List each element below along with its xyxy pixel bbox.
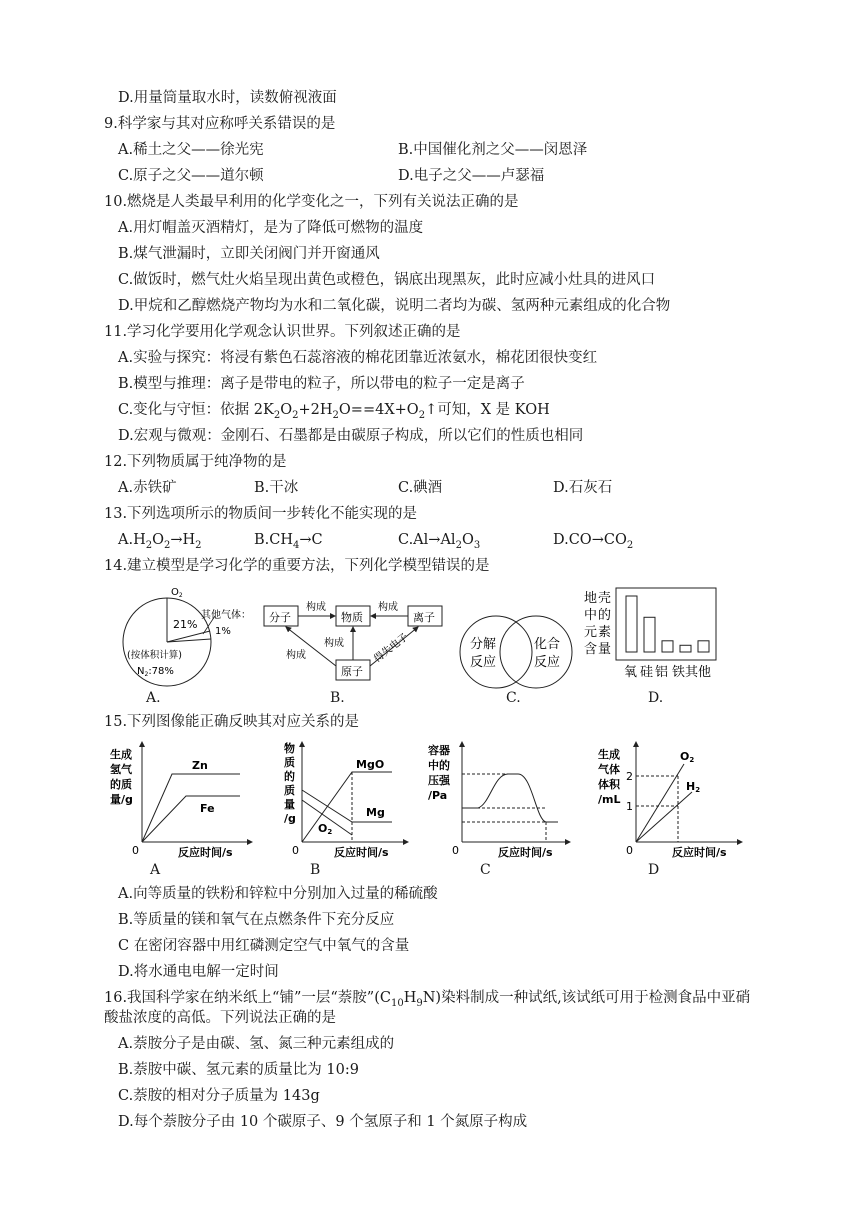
h2-label: H2 — [686, 780, 701, 794]
q14-stem: 14.建立模型是学习化学的重要方法，下列化学模型错误的是 — [104, 558, 490, 574]
q10-option-b: B.煤气泄漏时，立即关闭阀门并开窗通风 — [118, 246, 380, 262]
q9-option-d: D.电子之父——卢瑟福 — [398, 168, 545, 184]
y-label-char: 中 — [584, 608, 598, 623]
y-label-char: 元 — [584, 625, 598, 640]
origin-label: 0 — [452, 844, 459, 857]
pressure-curve — [462, 774, 558, 822]
x-axis-label: 反应时间/s — [498, 846, 553, 859]
o2-label: O2 — [318, 822, 333, 836]
q11-option-d: D.宏观与微观：金刚石、石墨都是由碳原子构成，所以它们的性质也相同 — [118, 428, 584, 444]
q16-stem-line1: 16.我国科学家在纳米纸上“铺”一层“萘胺$”(C_{10}H_9N)$染料制成一种试纸,该试纸可用于检测食品中亚硝 — [104, 990, 751, 1009]
tick-1: 1 — [626, 800, 633, 813]
svg-text:体积: 体积 — [598, 778, 620, 791]
q9-option-b: B.中国催化剂之父——闵恩泽 — [398, 142, 588, 158]
svg-text:的质: 的质 — [110, 778, 132, 791]
bar-硅 — [644, 617, 655, 652]
x-label-硅: 硅 — [640, 665, 654, 680]
q15-fig-b-graph — [282, 740, 412, 862]
q15-option-b: B.等质量的镁和氧气在点燃条件下充分反应 — [118, 912, 395, 928]
x-axis-label: 反应时间/s — [178, 846, 233, 859]
bar-氧 — [626, 596, 637, 652]
zn-label: Zn — [192, 759, 208, 772]
q10-option-c: C.做饭时，燃气灶火焰呈现出黄色或橙色，锅底出现黑灰，此时应减小灶具的进风口 — [118, 272, 656, 288]
q13-option-d: $D.CO\to CO_2$ — [553, 532, 634, 551]
q12-option-d: D.石灰石 — [553, 480, 613, 496]
pie-note: (按体积计算) — [127, 650, 182, 661]
q13-option-b: $B.CH_4\to C$ — [254, 532, 323, 551]
q11-option-b: B.模型与推理：离子是带电的粒子，所以带电的粒子一定是离子 — [118, 376, 525, 392]
text-atom: 原子 — [341, 665, 363, 678]
h2-line — [636, 792, 692, 842]
q15-option-a: A.向等质量的铁粉和锌粒中分别加入过量的稀硫酸 — [118, 886, 438, 902]
q9-option-c: C.原子之父——道尔顿 — [118, 168, 264, 184]
q15-fig-b-label: B — [310, 862, 321, 878]
mg-label: Mg — [366, 806, 385, 819]
venn-left-line2: 反应 — [470, 655, 497, 670]
q15-fig-a-label: A — [150, 862, 161, 878]
q16-option-d: D.每个萘胺分子由 10 个碳原子、9 个氢原子和 1 个氮原子构成 — [118, 1114, 528, 1130]
pie-o2-label: $O_2$ — [171, 587, 183, 599]
y-label-char: 量 — [598, 642, 612, 657]
q13-option-c: $C.Al\to Al_2O_3$ — [398, 532, 481, 551]
text-ion: 离子 — [413, 611, 435, 624]
q15-fig-d-label: D — [648, 862, 660, 878]
q15-fig-c-label: C — [480, 862, 491, 878]
q15-option-c: C 在密闭容器中用红磷测定空气中氧气的含量 — [118, 938, 410, 954]
fe-label: Fe — [200, 802, 215, 815]
q16-option-a: A.萘胺分子是由碳、氢、氮三种元素组成的 — [118, 1036, 395, 1052]
x-label-其他: 其他 — [685, 665, 712, 680]
q14-fig-b-concept-map — [260, 596, 450, 688]
q11-stem: 11.学习化学要用化学观念认识世界。下列叙述正确的是 — [104, 324, 461, 340]
venn-right-line1: 化合 — [534, 637, 561, 652]
venn-left-circle — [460, 616, 532, 688]
q14-fig-b-label: B. — [330, 690, 345, 706]
origin-label: 0 — [626, 844, 633, 857]
svg-text:生成: 生成 — [598, 748, 620, 761]
svg-text:生成: 生成 — [110, 748, 132, 761]
y-label-char: 壳 — [598, 591, 612, 606]
label-constitute-3: 构成 — [324, 638, 344, 649]
svg-text:质: 质 — [284, 784, 295, 797]
text-molecule: 分子 — [269, 611, 291, 624]
x-label-铝: 铝 — [655, 665, 669, 680]
svg-text:质: 质 — [284, 756, 295, 769]
o2-label: O2 — [680, 750, 695, 764]
mgo-label: MgO — [356, 758, 385, 771]
bar-其他 — [698, 641, 709, 652]
q9-option-a: A.稀土之父——徐光宪 — [118, 142, 264, 158]
text-substance: 物质 — [341, 611, 363, 624]
svg-text:/Pa: /Pa — [428, 789, 448, 802]
pie-other-pct: 1% — [215, 626, 231, 637]
svg-text:氢气: 氢气 — [110, 763, 132, 776]
q10-option-a: A.用灯帽盖灭酒精灯，是为了降低可燃物的温度 — [118, 220, 424, 236]
q13-stem: 13.下列选项所示的物质间一步转化不能实现的是 — [104, 506, 418, 522]
q15-fig-d-graph — [598, 740, 748, 862]
svg-text:/g: /g — [284, 812, 296, 825]
pie-o2-pct: 21% — [173, 618, 198, 631]
x-axis-label: 反应时间/s — [672, 846, 727, 859]
fe-curve — [142, 796, 240, 842]
y-label-char: 地 — [584, 591, 598, 606]
svg-text:容器: 容器 — [428, 744, 450, 757]
q16-option-c: C.萘胺的相对分子质量为 143g — [118, 1088, 320, 1104]
q15-option-d: D.将水通电电解一定时间 — [118, 964, 279, 980]
q11-option-a: A.实验与探究：将浸有紫色石蕊溶液的棉花团靠近浓氨水，棉花团很快变红 — [118, 350, 598, 366]
q12-option-b: B.干冰 — [254, 480, 299, 496]
svg-text:的: 的 — [284, 770, 295, 783]
zn-curve — [142, 774, 240, 842]
origin-label: 0 — [132, 844, 139, 857]
q10-option-d: D.甲烷和乙醇燃烧产物均为水和二氧化碳，说明二者均为碳、氢两种元素组成的化合物 — [118, 298, 671, 314]
q16-stem-line2: 酸盐浓度的高低。下列说法正确的是 — [104, 1010, 336, 1026]
q10-stem: 10.燃烧是人类最早利用的化学变化之一，下列有关说法正确的是 — [104, 194, 519, 210]
y-label-char: 含 — [584, 642, 598, 657]
y-label-char: 素 — [598, 625, 612, 640]
svg-text:中的: 中的 — [428, 759, 450, 772]
q14-fig-d-label: D. — [648, 690, 664, 706]
label-constitute-1: 构成 — [306, 602, 326, 613]
label-constitute-2: 构成 — [378, 602, 398, 613]
svg-text:气体: 气体 — [598, 763, 620, 776]
label-constitute-4: 构成 — [286, 650, 306, 661]
origin-label: 0 — [292, 844, 299, 857]
pie-other-label: 其他气体： — [201, 610, 251, 621]
svg-text:量: 量 — [284, 798, 295, 811]
q12-option-c: C.碘酒 — [398, 480, 443, 496]
q8-option-d: D.用量筒量取水时，读数俯视液面 — [118, 90, 337, 106]
x-axis-label: 反应时间/s — [334, 846, 389, 859]
q12-option-a: A.赤铁矿 — [118, 480, 177, 496]
label-gainlose: 得失电子 — [372, 631, 411, 665]
x-label-铁: 铁 — [672, 665, 686, 680]
venn-right-line2: 反应 — [534, 655, 561, 670]
svg-text:物: 物 — [284, 742, 295, 755]
svg-text:量/g: 量/g — [110, 793, 133, 806]
x-label-氧: 氧 — [624, 665, 638, 680]
q15-stem: 15.下列图像能正确反映其对应关系的是 — [104, 714, 360, 730]
svg-text:/mL: /mL — [598, 793, 621, 806]
q14-fig-a-pie-chart — [115, 584, 251, 688]
venn-left-line1: 分解 — [470, 637, 497, 652]
q14-fig-c-label: C. — [506, 690, 521, 706]
q16-option-b: B.萘胺中碳、氢元素的质量比为 10:9 — [118, 1062, 359, 1078]
svg-text:压强: 压强 — [428, 774, 450, 787]
q9-stem: 9.科学家与其对应称呼关系错误的是 — [104, 116, 336, 132]
q14-fig-d-bar-chart — [582, 586, 722, 682]
tick-2: 2 — [626, 770, 633, 783]
q11-option-c: C.变化与守恒：依据 $2K_2O_2+2H_2O==4X+O_2↑$可知，X 是 KOH — [118, 402, 550, 421]
venn-right-circle — [500, 616, 572, 688]
q13-option-a: $A.H_2O_2\to H_2$ — [118, 532, 202, 551]
q15-fig-c-graph — [428, 740, 578, 862]
q12-stem: 12.下列物质属于纯净物的是 — [104, 454, 287, 470]
bar-铁 — [680, 645, 691, 652]
q14-fig-c-venn-diagram — [456, 612, 576, 692]
y-label-char: 的 — [598, 608, 612, 623]
bar-铝 — [662, 641, 673, 652]
q15-fig-a-graph — [110, 740, 260, 862]
q14-fig-a-label: A. — [146, 690, 161, 706]
pie-n2-label: $N_2:78\%$ — [137, 666, 174, 678]
